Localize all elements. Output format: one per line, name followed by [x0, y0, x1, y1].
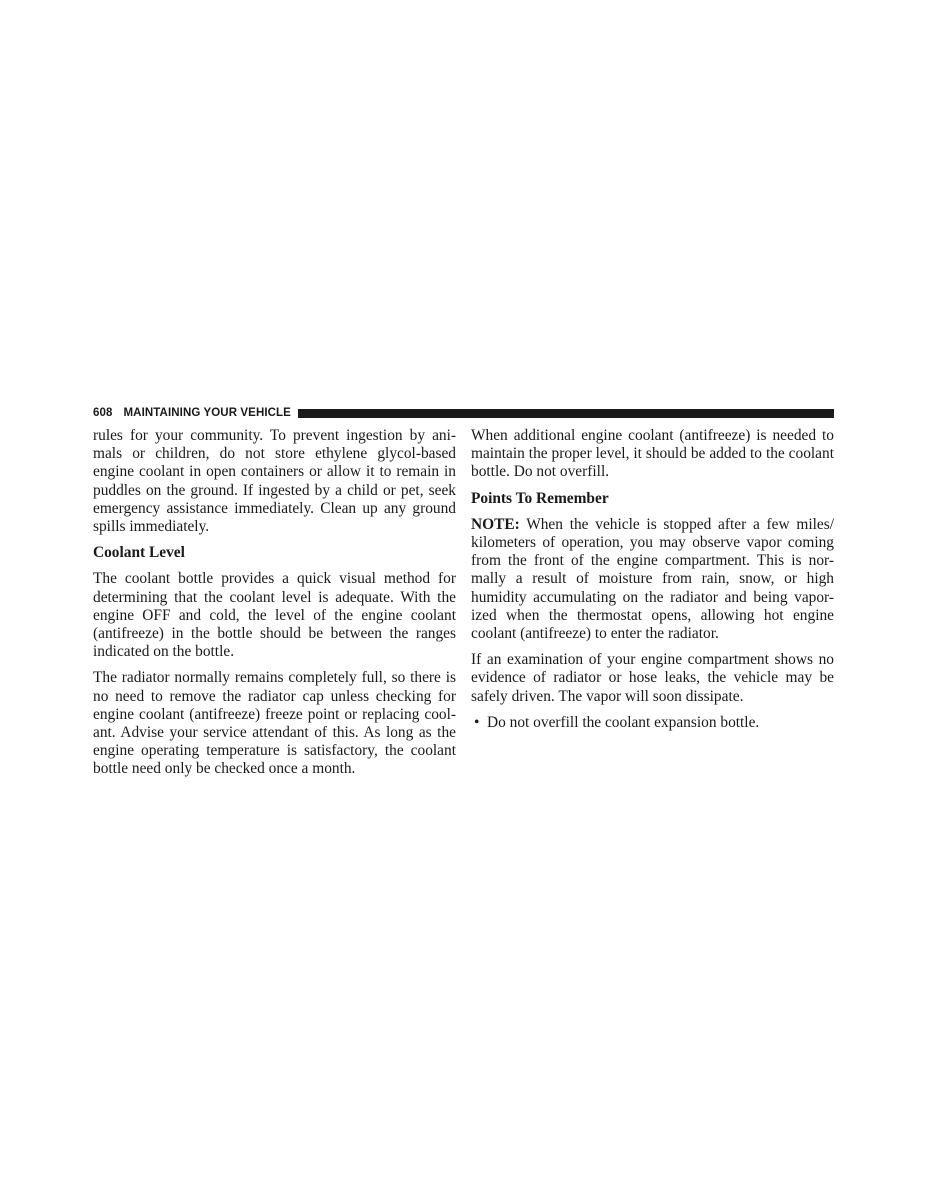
- note-text: When the vehicle is stopped after a few miles/ kilometers of operation, you may observe vapor coming from the front of the engine compartment. This is nor-mally a result of moisture from rain, snow, or high humidity accumulating on the radiator and being vapor-ized when the thermostat opens, allowing hot engine coolant (antifreeze) to enter the radiator.: [471, 515, 834, 643]
- heading-coolant-level: Coolant Level: [93, 544, 185, 562]
- paragraph-note: [471, 516, 834, 643]
- bullet-icon: •: [474, 713, 480, 731]
- header-rule: [298, 409, 834, 418]
- page-number: 608: [93, 407, 113, 419]
- list-item: [471, 714, 834, 732]
- paragraph-examination: If an examination of your engine compartment shows no evidence of radiator or hose leaks, the vehicle may be safely driven. The vapor will soon dissipate.: [471, 651, 834, 705]
- page-header: [93, 404, 834, 422]
- paragraph-community-rules: rules for your community. To prevent ingestion by ani-mals or children, do not store ethylene glycol-based engine coolant in open containers or allow it to remain in puddles on the ground. If ingested by a child or pet, seek emergency assistance immediately. Clean up any ground spills immediately.: [93, 427, 456, 536]
- heading-points-to-remember: Points To Remember: [471, 489, 609, 507]
- section-title: MAINTAINING YOUR VEHICLE: [123, 407, 291, 419]
- right-column: [471, 427, 834, 732]
- note-label: NOTE:: [471, 515, 520, 533]
- paragraph-additional-coolant: When additional engine coolant (antifreeze) is needed to maintain the proper level, it should be added to the coolant bottle. Do not overfill.: [471, 427, 834, 481]
- bullet-list: [471, 714, 834, 732]
- paragraph-radiator: The radiator normally remains completely full, so there is no need to remove the radiator cap unless checking for engine coolant (antifreeze) freeze point or replacing cool-ant. Advise your service attendant of this. As long as the engine operating temperature is satisfactory, the coolant bottle need only be checked once a month.: [93, 669, 456, 778]
- left-column: [93, 427, 456, 787]
- paragraph-coolant-bottle: The coolant bottle provides a quick visual method for determining that the coolant level is adequate. With the engine OFF and cold, the level of the engine coolant (antifreeze) in the bottle should be between the ranges indicated on the bottle.: [93, 570, 456, 661]
- bullet-text: Do not overfill the coolant expansion bottle.: [487, 713, 760, 731]
